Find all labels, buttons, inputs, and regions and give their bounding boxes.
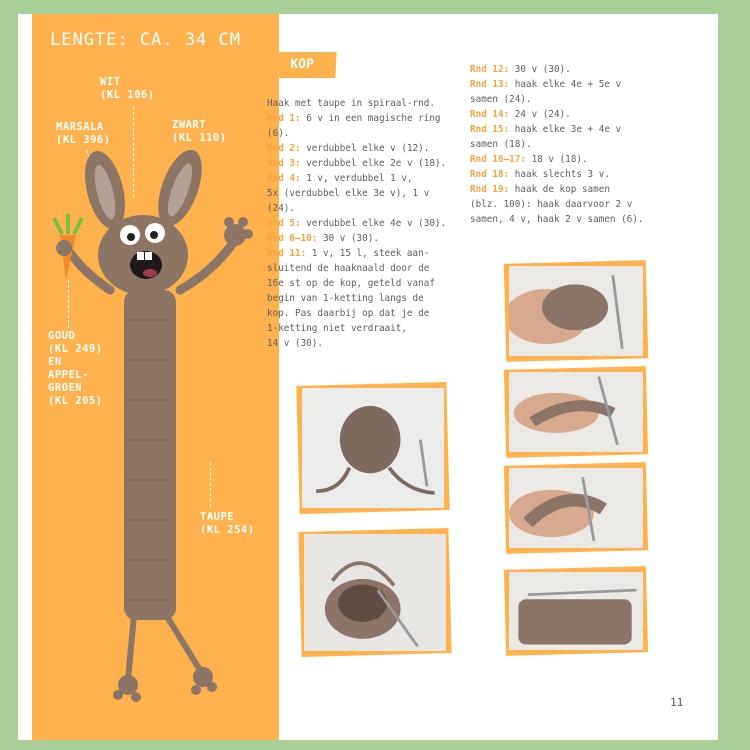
instruction-text: 1 v, 15 l, steek aan- <box>306 248 430 259</box>
label-taupe: TAUPE (KL 254) <box>200 511 255 536</box>
round-label: Rnd 11: <box>267 248 307 259</box>
instruction-text: 5x (verdubbel elke 3e v), 1 v <box>267 188 430 199</box>
instruction-text: 6 v in een magische ring <box>300 113 441 124</box>
instruction-text: (24). <box>267 203 295 214</box>
instruction-line <box>470 62 660 77</box>
section-heading: KOP <box>267 52 336 78</box>
instruction-line <box>267 336 462 351</box>
label-goud: GOUD (KL 249) EN APPEL- GROEN (KL 205) <box>48 330 103 407</box>
round-label: Rnd 12: <box>470 64 510 75</box>
label-wit: WIT (KL 106) <box>100 76 155 101</box>
instruction-line <box>470 197 660 212</box>
round-label: Rnd 3: <box>267 158 301 169</box>
instruction-text: 24 v (24). <box>509 109 571 120</box>
instruction-text: sluitend de haaknaald door de <box>267 263 430 274</box>
instructions-column-2 <box>470 62 660 227</box>
photo-finished-head <box>298 384 448 512</box>
instruction-text: haak de kop samen <box>509 184 610 195</box>
round-label: Rnd 6–10: <box>267 233 318 244</box>
instruction-line <box>267 246 462 261</box>
instruction-line <box>267 276 462 291</box>
photo-step-4 <box>505 568 647 654</box>
instruction-line <box>267 201 462 216</box>
instruction-line <box>470 152 660 167</box>
round-label: Rnd 5: <box>267 218 301 229</box>
instruction-text: (6). <box>267 128 290 139</box>
instructions-column-1 <box>267 96 462 351</box>
instruction-line <box>470 77 660 92</box>
round-label: Rnd 13: <box>470 79 510 90</box>
instruction-line <box>267 111 462 126</box>
bunny-bookmark-image <box>40 150 260 710</box>
instruction-text: 16e st op de kop, geteld vanaf <box>267 278 435 289</box>
instruction-line <box>267 96 462 111</box>
page-number: 11 <box>670 696 684 709</box>
round-label: Rnd 2: <box>267 143 301 154</box>
instruction-line <box>267 261 462 276</box>
instruction-text: haak slechts 3 v. <box>509 169 610 180</box>
instruction-line <box>267 186 462 201</box>
round-label: Rnd 18: <box>470 169 510 180</box>
round-label: Rnd 4: <box>267 173 301 184</box>
round-label: Rnd 16–17: <box>470 154 526 165</box>
instruction-line <box>470 212 660 227</box>
instruction-text: samen (18). <box>470 139 532 150</box>
instruction-line <box>267 156 462 171</box>
instruction-line <box>470 167 660 182</box>
instruction-line <box>470 107 660 122</box>
round-label: Rnd 15: <box>470 124 510 135</box>
instruction-line <box>267 141 462 156</box>
instruction-text: 14 v (30). <box>267 338 323 349</box>
instruction-text: 30 v (30). <box>317 233 379 244</box>
instruction-line <box>267 216 462 231</box>
instruction-text: verdubbel elke v (12). <box>300 143 430 154</box>
instruction-line <box>267 126 462 141</box>
label-zwart: ZWART (KL 110) <box>172 119 227 144</box>
instruction-text: 1-ketting niet verdraait, <box>267 323 407 334</box>
instruction-text: 30 v (30). <box>509 64 571 75</box>
round-label: Rnd 19: <box>470 184 510 195</box>
instruction-text: 18 v (18). <box>525 154 588 165</box>
length-title: LENGTE: CA. 34 CM <box>50 30 241 50</box>
instruction-text: haak elke 3e + 4e v <box>509 124 622 135</box>
instruction-text: Haak met taupe in spiraal-rnd. <box>267 98 435 109</box>
photo-step-3 <box>505 464 647 552</box>
instruction-line <box>470 122 660 137</box>
instruction-text: haak elke 4e + 5e v <box>509 79 622 90</box>
instruction-text: samen (24). <box>470 94 532 105</box>
instruction-text: samen, 4 v, haak 2 v samen (6). <box>470 214 644 225</box>
instruction-line <box>470 92 660 107</box>
instruction-text: begin van 1-ketting langs de <box>267 293 424 304</box>
photo-step-2 <box>505 368 647 456</box>
label-marsala: MARSALA (KL 396) <box>56 121 111 146</box>
instruction-line <box>267 171 462 186</box>
instruction-text: (blz. 100): haak daarvoor 2 v <box>470 199 633 210</box>
photo-open-head <box>300 530 450 655</box>
instruction-line <box>470 182 660 197</box>
instruction-line <box>267 306 462 321</box>
round-label: Rnd 14: <box>470 109 510 120</box>
round-label: Rnd 1: <box>267 113 301 124</box>
instruction-line <box>267 321 462 336</box>
instruction-line <box>267 231 462 246</box>
instruction-text: verdubbel elke 4e v (30). <box>300 218 447 229</box>
instruction-text: kop. Pas daarbij op dat je de <box>267 308 430 319</box>
photo-step-1 <box>505 262 647 360</box>
instruction-line <box>470 137 660 152</box>
instruction-text: verdubbel elke 2e v (18). <box>300 158 447 169</box>
instruction-text: 1 v, verdubbel 1 v, <box>300 173 413 184</box>
instruction-line <box>267 291 462 306</box>
